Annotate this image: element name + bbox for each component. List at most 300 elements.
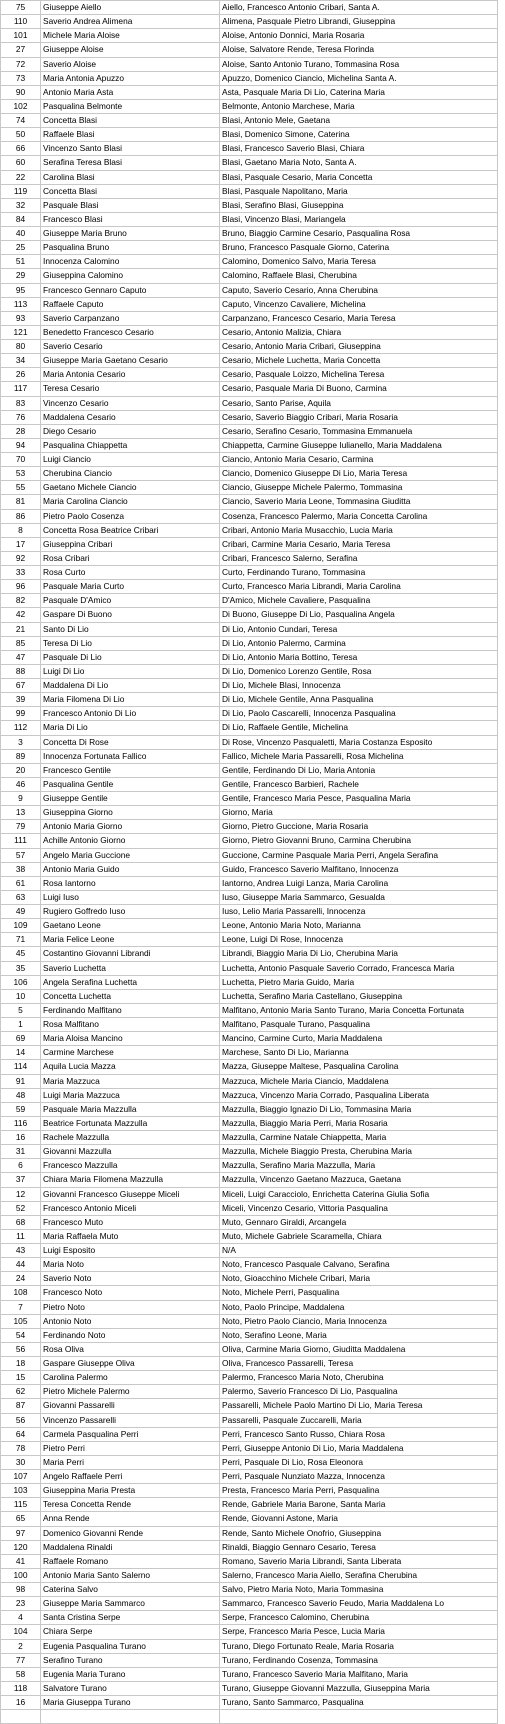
- person-name-cell[interactable]: Vincenzo Santo Blasi: [41, 142, 220, 156]
- record-number-cell[interactable]: 26: [1, 368, 41, 382]
- parents-cell[interactable]: Ciancio, Domenico Giuseppe Di Lio, Maria Teresa: [220, 467, 498, 481]
- person-name-cell[interactable]: Maria Filomena Di Lio: [41, 693, 220, 707]
- parents-cell[interactable]: Di Lio, Antonio Maria Bottino, Teresa: [220, 650, 498, 664]
- person-name-cell[interactable]: Francesco Blasi: [41, 212, 220, 226]
- parents-cell[interactable]: Bruno, Francesco Pasquale Giorno, Caterina: [220, 241, 498, 255]
- record-number-cell[interactable]: 25: [1, 241, 41, 255]
- person-name-cell[interactable]: Maria Aloisa Mancino: [41, 1032, 220, 1046]
- record-number-cell[interactable]: 20: [1, 763, 41, 777]
- parents-cell[interactable]: Mazzulla, Michele Biaggio Presta, Cherubina Maria: [220, 1145, 498, 1159]
- person-name-cell[interactable]: Giovanni Francesco Giuseppe Miceli: [41, 1187, 220, 1201]
- person-name-cell[interactable]: Santa Cristina Serpe: [41, 1611, 220, 1625]
- person-name-cell[interactable]: Pietro Noto: [41, 1300, 220, 1314]
- record-number-cell[interactable]: 89: [1, 749, 41, 763]
- record-number-cell[interactable]: 37: [1, 1173, 41, 1187]
- person-name-cell[interactable]: [41, 1710, 220, 1724]
- parents-cell[interactable]: Blasi, Domenico Simone, Caterina: [220, 128, 498, 142]
- person-name-cell[interactable]: Gaetano Leone: [41, 919, 220, 933]
- parents-cell[interactable]: Cesario, Saverio Biaggio Cribari, Maria Rosaria: [220, 410, 498, 424]
- record-number-cell[interactable]: 22: [1, 170, 41, 184]
- parents-cell[interactable]: Cesario, Pasquale Loizzo, Michelina Teresa: [220, 368, 498, 382]
- parents-cell[interactable]: Sammarco, Francesco Saverio Feudo, Maria Maddalena Lo: [220, 1597, 498, 1611]
- parents-cell[interactable]: Calomino, Raffaele Blasi, Cherubina: [220, 269, 498, 283]
- record-number-cell[interactable]: 95: [1, 283, 41, 297]
- record-number-cell[interactable]: 48: [1, 1088, 41, 1102]
- parents-cell[interactable]: Asta, Pasquale Maria Di Lio, Caterina Maria: [220, 85, 498, 99]
- person-name-cell[interactable]: Rosa Oliva: [41, 1342, 220, 1356]
- person-name-cell[interactable]: Francesco Mazzulla: [41, 1159, 220, 1173]
- parents-cell[interactable]: Leone, Luigi Di Rose, Innocenza: [220, 933, 498, 947]
- person-name-cell[interactable]: Saverio Carpanzano: [41, 311, 220, 325]
- record-number-cell[interactable]: 10: [1, 989, 41, 1003]
- record-number-cell[interactable]: 111: [1, 834, 41, 848]
- record-number-cell[interactable]: 71: [1, 933, 41, 947]
- parents-cell[interactable]: Presta, Francesco Maria Perri, Pasqualina: [220, 1484, 498, 1498]
- record-number-cell[interactable]: 75: [1, 1, 41, 15]
- record-number-cell[interactable]: 40: [1, 227, 41, 241]
- parents-cell[interactable]: Ciancio, Antonio Maria Cesario, Carmina: [220, 453, 498, 467]
- parents-cell[interactable]: Rinaldi, Biaggio Gennaro Cesario, Teresa: [220, 1540, 498, 1554]
- record-number-cell[interactable]: 13: [1, 806, 41, 820]
- record-number-cell[interactable]: 91: [1, 1074, 41, 1088]
- person-name-cell[interactable]: Pietro Perri: [41, 1441, 220, 1455]
- record-number-cell[interactable]: 16: [1, 1131, 41, 1145]
- record-number-cell[interactable]: 53: [1, 467, 41, 481]
- record-number-cell[interactable]: 38: [1, 862, 41, 876]
- parents-cell[interactable]: Fallico, Michele Maria Passarelli, Rosa Michelina: [220, 749, 498, 763]
- record-number-cell[interactable]: 58: [1, 1667, 41, 1681]
- person-name-cell[interactable]: Luigi Ciancio: [41, 453, 220, 467]
- person-name-cell[interactable]: Concetta Blasi: [41, 184, 220, 198]
- person-name-cell[interactable]: Rachele Mazzulla: [41, 1131, 220, 1145]
- parents-cell[interactable]: Calomino, Domenico Salvo, Maria Teresa: [220, 255, 498, 269]
- record-number-cell[interactable]: 70: [1, 453, 41, 467]
- record-number-cell[interactable]: 121: [1, 325, 41, 339]
- record-number-cell[interactable]: 110: [1, 15, 41, 29]
- record-number-cell[interactable]: 81: [1, 495, 41, 509]
- person-name-cell[interactable]: Salvatore Turano: [41, 1681, 220, 1695]
- parents-cell[interactable]: Turano, Diego Fortunato Reale, Maria Rosaria: [220, 1639, 498, 1653]
- person-name-cell[interactable]: Giovanni Mazzulla: [41, 1145, 220, 1159]
- parents-cell[interactable]: Luchetta, Serafino Maria Castellano, Giuseppina: [220, 989, 498, 1003]
- record-number-cell[interactable]: 100: [1, 1568, 41, 1582]
- record-number-cell[interactable]: 7: [1, 1300, 41, 1314]
- parents-cell[interactable]: Mazzulla, Biaggio Maria Perri, Maria Rosaria: [220, 1116, 498, 1130]
- parents-cell[interactable]: Blasi, Pasquale Cesario, Maria Concetta: [220, 170, 498, 184]
- person-name-cell[interactable]: Raffaele Romano: [41, 1554, 220, 1568]
- parents-cell[interactable]: Di Lio, Raffaele Gentile, Michelina: [220, 721, 498, 735]
- person-name-cell[interactable]: Francesco Antonio Di Lio: [41, 707, 220, 721]
- record-number-cell[interactable]: 101: [1, 29, 41, 43]
- person-name-cell[interactable]: Antonio Maria Santo Salerno: [41, 1568, 220, 1582]
- record-number-cell[interactable]: 31: [1, 1145, 41, 1159]
- record-number-cell[interactable]: 113: [1, 297, 41, 311]
- person-name-cell[interactable]: Innocenza Calomino: [41, 255, 220, 269]
- person-name-cell[interactable]: Aquila Lucia Mazza: [41, 1060, 220, 1074]
- parents-cell[interactable]: Curto, Francesco Maria Librandi, Maria Carolina: [220, 580, 498, 594]
- person-name-cell[interactable]: Luigi Di Lio: [41, 664, 220, 678]
- parents-cell[interactable]: Noto, Paolo Principe, Maddalena: [220, 1300, 498, 1314]
- person-name-cell[interactable]: Teresa Di Lio: [41, 636, 220, 650]
- person-name-cell[interactable]: Rosa Curto: [41, 566, 220, 580]
- person-name-cell[interactable]: Costantino Giovanni Librandi: [41, 947, 220, 961]
- person-name-cell[interactable]: Francesco Gentile: [41, 763, 220, 777]
- parents-cell[interactable]: Guido, Francesco Saverio Malfitano, Innocenza: [220, 862, 498, 876]
- person-name-cell[interactable]: Giuseppe Aloise: [41, 43, 220, 57]
- record-number-cell[interactable]: 64: [1, 1427, 41, 1441]
- parents-cell[interactable]: Blasi, Serafino Blasi, Giuseppina: [220, 198, 498, 212]
- record-number-cell[interactable]: 45: [1, 947, 41, 961]
- person-name-cell[interactable]: Maria Antonia Apuzzo: [41, 71, 220, 85]
- person-name-cell[interactable]: Maria Perri: [41, 1455, 220, 1469]
- parents-cell[interactable]: Aloise, Antonio Donnici, Maria Rosaria: [220, 29, 498, 43]
- person-name-cell[interactable]: Maddalena Di Lio: [41, 679, 220, 693]
- parents-cell[interactable]: Cribari, Carmine Maria Cesario, Maria Teresa: [220, 537, 498, 551]
- record-number-cell[interactable]: 66: [1, 142, 41, 156]
- record-number-cell[interactable]: 54: [1, 1328, 41, 1342]
- person-name-cell[interactable]: Angela Serafina Luchetta: [41, 975, 220, 989]
- parents-cell[interactable]: Cesario, Santo Parise, Aquila: [220, 396, 498, 410]
- parents-cell[interactable]: Mazzulla, Vincenzo Gaetano Mazzuca, Gaetana: [220, 1173, 498, 1187]
- record-number-cell[interactable]: 78: [1, 1441, 41, 1455]
- record-number-cell[interactable]: 44: [1, 1258, 41, 1272]
- person-name-cell[interactable]: Gaspare Giuseppe Oliva: [41, 1357, 220, 1371]
- record-number-cell[interactable]: 62: [1, 1385, 41, 1399]
- parents-cell[interactable]: Turano, Giuseppe Giovanni Mazzulla, Giuseppina Maria: [220, 1681, 498, 1695]
- record-number-cell[interactable]: 23: [1, 1597, 41, 1611]
- person-name-cell[interactable]: Maria Noto: [41, 1258, 220, 1272]
- parents-cell[interactable]: Serpe, Francesco Maria Pesce, Lucia Maria: [220, 1625, 498, 1639]
- person-name-cell[interactable]: Carolina Palermo: [41, 1371, 220, 1385]
- record-number-cell[interactable]: 88: [1, 664, 41, 678]
- parents-cell[interactable]: Romano, Saverio Maria Librandi, Santa Liberata: [220, 1554, 498, 1568]
- record-number-cell[interactable]: 94: [1, 438, 41, 452]
- record-number-cell[interactable]: 120: [1, 1540, 41, 1554]
- record-number-cell[interactable]: 114: [1, 1060, 41, 1074]
- person-name-cell[interactable]: Luigi Maria Mazzuca: [41, 1088, 220, 1102]
- parents-cell[interactable]: Mazzuca, Vincenzo Maria Corrado, Pasqualina Liberata: [220, 1088, 498, 1102]
- person-name-cell[interactable]: Anna Rende: [41, 1512, 220, 1526]
- record-number-cell[interactable]: 59: [1, 1102, 41, 1116]
- person-name-cell[interactable]: Maria Carolina Ciancio: [41, 495, 220, 509]
- record-number-cell[interactable]: 11: [1, 1229, 41, 1243]
- person-name-cell[interactable]: Beatrice Fortunata Mazzulla: [41, 1116, 220, 1130]
- record-number-cell[interactable]: 49: [1, 905, 41, 919]
- parents-cell[interactable]: Mazzuca, Michele Maria Ciancio, Maddalena: [220, 1074, 498, 1088]
- parents-cell[interactable]: Cribari, Antonio Maria Musacchio, Lucia Maria: [220, 523, 498, 537]
- record-number-cell[interactable]: 96: [1, 580, 41, 594]
- parents-cell[interactable]: Guccione, Carmine Pasquale Maria Perri, Angela Serafina: [220, 848, 498, 862]
- person-name-cell[interactable]: Pasqualina Belmonte: [41, 99, 220, 113]
- person-name-cell[interactable]: Pasqualina Bruno: [41, 241, 220, 255]
- record-number-cell[interactable]: 30: [1, 1455, 41, 1469]
- person-name-cell[interactable]: Rugiero Goffredo Iuso: [41, 905, 220, 919]
- parents-cell[interactable]: Perri, Pasquale Di Lio, Rosa Eleonora: [220, 1455, 498, 1469]
- record-number-cell[interactable]: 112: [1, 721, 41, 735]
- person-name-cell[interactable]: Giovanni Passarelli: [41, 1399, 220, 1413]
- record-number-cell[interactable]: 65: [1, 1512, 41, 1526]
- parents-cell[interactable]: Di Rose, Vincenzo Pasqualetti, Maria Costanza Esposito: [220, 735, 498, 749]
- record-number-cell[interactable]: 108: [1, 1286, 41, 1300]
- person-name-cell[interactable]: Luigi Iuso: [41, 890, 220, 904]
- person-name-cell[interactable]: Giuseppe Aiello: [41, 1, 220, 15]
- parents-cell[interactable]: Noto, Serafino Leone, Maria: [220, 1328, 498, 1342]
- parents-cell[interactable]: Oliva, Carmine Maria Giorno, Giuditta Maddalena: [220, 1342, 498, 1356]
- parents-cell[interactable]: Cesario, Michele Luchetta, Maria Concetta: [220, 354, 498, 368]
- parents-cell[interactable]: Gentile, Francesco Maria Pesce, Pasqualina Maria: [220, 792, 498, 806]
- parents-cell[interactable]: Noto, Pietro Paolo Ciancio, Maria Innocenza: [220, 1314, 498, 1328]
- parents-cell[interactable]: Miceli, Luigi Caracciolo, Enrichetta Caterina Giulia Sofia: [220, 1187, 498, 1201]
- person-name-cell[interactable]: Concetta Rosa Beatrice Cribari: [41, 523, 220, 537]
- record-number-cell[interactable]: 33: [1, 566, 41, 580]
- record-number-cell[interactable]: 8: [1, 523, 41, 537]
- parents-cell[interactable]: Alimena, Pasquale Pietro Librandi, Giuseppina: [220, 15, 498, 29]
- record-number-cell[interactable]: 107: [1, 1470, 41, 1484]
- parents-cell[interactable]: Muto, Michele Gabriele Scaramella, Chiara: [220, 1229, 498, 1243]
- person-name-cell[interactable]: Diego Cesario: [41, 424, 220, 438]
- parents-cell[interactable]: Perri, Francesco Santo Russo, Chiara Rosa: [220, 1427, 498, 1441]
- parents-cell[interactable]: Perri, Pasquale Nunziato Mazza, Innocenza: [220, 1470, 498, 1484]
- record-number-cell[interactable]: 61: [1, 876, 41, 890]
- person-name-cell[interactable]: Pasquale Maria Mazzulla: [41, 1102, 220, 1116]
- parents-cell[interactable]: Noto, Michele Perri, Pasqualina: [220, 1286, 498, 1300]
- parents-cell[interactable]: Di Lio, Antonio Cundari, Teresa: [220, 622, 498, 636]
- parents-cell[interactable]: Blasi, Francesco Saverio Blasi, Chiara: [220, 142, 498, 156]
- person-name-cell[interactable]: Michele Maria Aloise: [41, 29, 220, 43]
- parents-cell[interactable]: Turano, Santo Sammarco, Pasqualina: [220, 1696, 498, 1710]
- parents-cell[interactable]: Apuzzo, Domenico Ciancio, Michelina Santa A.: [220, 71, 498, 85]
- person-name-cell[interactable]: Francesco Muto: [41, 1215, 220, 1229]
- record-number-cell[interactable]: 76: [1, 410, 41, 424]
- person-name-cell[interactable]: Pasquale Di Lio: [41, 650, 220, 664]
- record-number-cell[interactable]: 69: [1, 1032, 41, 1046]
- parents-cell[interactable]: Blasi, Antonio Mele, Gaetana: [220, 114, 498, 128]
- parents-cell[interactable]: Oliva, Francesco Passarelli, Teresa: [220, 1357, 498, 1371]
- person-name-cell[interactable]: Gaspare Di Buono: [41, 608, 220, 622]
- person-name-cell[interactable]: Concetta Luchetta: [41, 989, 220, 1003]
- person-name-cell[interactable]: Carmela Pasqualina Perri: [41, 1427, 220, 1441]
- parents-cell[interactable]: Di Lio, Paolo Cascarelli, Innocenza Pasqualina: [220, 707, 498, 721]
- person-name-cell[interactable]: Serafino Turano: [41, 1653, 220, 1667]
- parents-cell[interactable]: Miceli, Vincenzo Cesario, Vittoria Pasqualina: [220, 1201, 498, 1215]
- record-number-cell[interactable]: 5: [1, 1003, 41, 1017]
- record-number-cell[interactable]: 34: [1, 354, 41, 368]
- parents-cell[interactable]: Palermo, Francesco Maria Noto, Cherubina: [220, 1371, 498, 1385]
- record-number-cell[interactable]: 98: [1, 1583, 41, 1597]
- record-number-cell[interactable]: 68: [1, 1215, 41, 1229]
- person-name-cell[interactable]: Teresa Concetta Rende: [41, 1498, 220, 1512]
- parents-cell[interactable]: Mancino, Carmine Curto, Maria Maddalena: [220, 1032, 498, 1046]
- parents-cell[interactable]: Blasi, Pasquale Napolitano, Maria: [220, 184, 498, 198]
- parents-cell[interactable]: Noto, Gioacchino Michele Cribari, Maria: [220, 1272, 498, 1286]
- person-name-cell[interactable]: Antonio Maria Giorno: [41, 820, 220, 834]
- parents-cell[interactable]: Giorno, Pietro Giovanni Bruno, Carmina Cherubina: [220, 834, 498, 848]
- record-number-cell[interactable]: 55: [1, 481, 41, 495]
- person-name-cell[interactable]: Pietro Michele Palermo: [41, 1385, 220, 1399]
- person-name-cell[interactable]: Raffaele Blasi: [41, 128, 220, 142]
- record-number-cell[interactable]: 24: [1, 1272, 41, 1286]
- parents-cell[interactable]: Salerno, Francesco Maria Aiello, Serafina Cherubina: [220, 1568, 498, 1582]
- record-number-cell[interactable]: 1: [1, 1018, 41, 1032]
- person-name-cell[interactable]: Francesco Antonio Miceli: [41, 1201, 220, 1215]
- person-name-cell[interactable]: Maddalena Rinaldi: [41, 1540, 220, 1554]
- person-name-cell[interactable]: Saverio Luchetta: [41, 961, 220, 975]
- record-number-cell[interactable]: 3: [1, 735, 41, 749]
- record-number-cell[interactable]: 118: [1, 1681, 41, 1695]
- record-number-cell[interactable]: 4: [1, 1611, 41, 1625]
- parents-cell[interactable]: [220, 1710, 498, 1724]
- record-number-cell[interactable]: 99: [1, 707, 41, 721]
- record-number-cell[interactable]: 43: [1, 1244, 41, 1258]
- person-name-cell[interactable]: Maria Giuseppa Turano: [41, 1696, 220, 1710]
- parents-cell[interactable]: Serpe, Francesco Calomino, Cherubina: [220, 1611, 498, 1625]
- person-name-cell[interactable]: Pasquale Maria Curto: [41, 580, 220, 594]
- record-number-cell[interactable]: 97: [1, 1526, 41, 1540]
- parents-cell[interactable]: Cesario, Serafino Cesario, Tommasina Emmanuela: [220, 424, 498, 438]
- person-name-cell[interactable]: Carmine Marchese: [41, 1046, 220, 1060]
- parents-cell[interactable]: Marchese, Santo Di Lio, Marianna: [220, 1046, 498, 1060]
- parents-cell[interactable]: Mazzulla, Biaggio Ignazio Di Lio, Tommasina Maria: [220, 1102, 498, 1116]
- parents-cell[interactable]: Noto, Francesco Pasquale Calvano, Serafina: [220, 1258, 498, 1272]
- parents-cell[interactable]: Aiello, Francesco Antonio Cribari, Santa A.: [220, 1, 498, 15]
- record-number-cell[interactable]: 42: [1, 608, 41, 622]
- record-number-cell[interactable]: 90: [1, 85, 41, 99]
- person-name-cell[interactable]: Achille Antonio Giorno: [41, 834, 220, 848]
- record-number-cell[interactable]: 15: [1, 1371, 41, 1385]
- record-number-cell[interactable]: 21: [1, 622, 41, 636]
- person-name-cell[interactable]: Giuseppina Giorno: [41, 806, 220, 820]
- record-number-cell[interactable]: 56: [1, 1413, 41, 1427]
- parents-cell[interactable]: Mazzulla, Serafino Maria Mazzulla, Maria: [220, 1159, 498, 1173]
- person-name-cell[interactable]: Angelo Raffaele Perri: [41, 1470, 220, 1484]
- person-name-cell[interactable]: Angelo Maria Guccione: [41, 848, 220, 862]
- record-number-cell[interactable]: 105: [1, 1314, 41, 1328]
- person-name-cell[interactable]: Concetta Di Rose: [41, 735, 220, 749]
- parents-cell[interactable]: Blasi, Gaetano Maria Noto, Santa A.: [220, 156, 498, 170]
- person-name-cell[interactable]: Maria Raffaela Muto: [41, 1229, 220, 1243]
- parents-cell[interactable]: Giorno, Pietro Guccione, Maria Rosaria: [220, 820, 498, 834]
- person-name-cell[interactable]: Pasquale D'Amico: [41, 594, 220, 608]
- parents-cell[interactable]: Iantorno, Andrea Luigi Lanza, Maria Carolina: [220, 876, 498, 890]
- record-number-cell[interactable]: 57: [1, 848, 41, 862]
- person-name-cell[interactable]: Gaetano Michele Ciancio: [41, 481, 220, 495]
- parents-cell[interactable]: Cesario, Pasquale Maria Di Buono, Carmina: [220, 382, 498, 396]
- person-name-cell[interactable]: Maria Mazzuca: [41, 1074, 220, 1088]
- person-name-cell[interactable]: Raffaele Caputo: [41, 297, 220, 311]
- person-name-cell[interactable]: Giuseppina Calomino: [41, 269, 220, 283]
- parents-cell[interactable]: Di Lio, Antonio Palermo, Carmina: [220, 636, 498, 650]
- record-number-cell[interactable]: 102: [1, 99, 41, 113]
- parents-cell[interactable]: Librandi, Biaggio Maria Di Lio, Cherubina Maria: [220, 947, 498, 961]
- parents-cell[interactable]: Salvo, Pietro Maria Noto, Maria Tommasina: [220, 1583, 498, 1597]
- person-name-cell[interactable]: Eugenia Pasqualina Turano: [41, 1639, 220, 1653]
- person-name-cell[interactable]: Rosa Malfitano: [41, 1018, 220, 1032]
- record-number-cell[interactable]: 79: [1, 820, 41, 834]
- parents-cell[interactable]: Cribari, Francesco Salerno, Serafina: [220, 551, 498, 565]
- person-name-cell[interactable]: Rosa Iantorno: [41, 876, 220, 890]
- parents-cell[interactable]: Leone, Antonio Maria Noto, Marianna: [220, 919, 498, 933]
- person-name-cell[interactable]: Santo Di Lio: [41, 622, 220, 636]
- parents-cell[interactable]: Chiappetta, Carmine Giuseppe Iulianello, Maria Maddalena: [220, 438, 498, 452]
- parents-cell[interactable]: N/A: [220, 1244, 498, 1258]
- parents-cell[interactable]: Luchetta, Pietro Maria Guido, Maria: [220, 975, 498, 989]
- record-number-cell[interactable]: 9: [1, 792, 41, 806]
- record-number-cell[interactable]: 109: [1, 919, 41, 933]
- parents-cell[interactable]: Malfitano, Antonio Maria Santo Turano, Maria Concetta Fortunata: [220, 1003, 498, 1017]
- record-number-cell[interactable]: 92: [1, 551, 41, 565]
- person-name-cell[interactable]: Benedetto Francesco Cesario: [41, 325, 220, 339]
- person-name-cell[interactable]: Ferdinando Malfitano: [41, 1003, 220, 1017]
- person-name-cell[interactable]: Saverio Cesario: [41, 340, 220, 354]
- person-name-cell[interactable]: Caterina Salvo: [41, 1583, 220, 1597]
- person-name-cell[interactable]: Giuseppe Gentile: [41, 792, 220, 806]
- parents-cell[interactable]: Di Lio, Michele Gentile, Anna Pasqualina: [220, 693, 498, 707]
- person-name-cell[interactable]: Pasqualina Gentile: [41, 777, 220, 791]
- parents-cell[interactable]: Rende, Gabriele Maria Barone, Santa Maria: [220, 1498, 498, 1512]
- parents-cell[interactable]: Cesario, Antonio Malizia, Chiara: [220, 325, 498, 339]
- record-number-cell[interactable]: 104: [1, 1625, 41, 1639]
- parents-cell[interactable]: Carpanzano, Francesco Cesario, Maria Teresa: [220, 311, 498, 325]
- parents-cell[interactable]: Belmonte, Antonio Marchese, Maria: [220, 99, 498, 113]
- person-name-cell[interactable]: Antonio Noto: [41, 1314, 220, 1328]
- parents-cell[interactable]: Di Lio, Domenico Lorenzo Gentile, Rosa: [220, 664, 498, 678]
- person-name-cell[interactable]: Francesco Gennaro Caputo: [41, 283, 220, 297]
- person-name-cell[interactable]: Ferdinando Noto: [41, 1328, 220, 1342]
- record-number-cell[interactable]: 50: [1, 128, 41, 142]
- person-name-cell[interactable]: Concetta Blasi: [41, 114, 220, 128]
- parents-cell[interactable]: Perri, Giuseppe Antonio Di Lio, Maria Maddalena: [220, 1441, 498, 1455]
- parents-cell[interactable]: Malfitano, Pasquale Turano, Pasqualina: [220, 1018, 498, 1032]
- person-name-cell[interactable]: Luigi Esposito: [41, 1244, 220, 1258]
- record-number-cell[interactable]: 51: [1, 255, 41, 269]
- record-number-cell[interactable]: 117: [1, 382, 41, 396]
- parents-cell[interactable]: Bruno, Biaggio Carmine Cesario, Pasqualina Rosa: [220, 227, 498, 241]
- parents-cell[interactable]: Di Buono, Giuseppe Di Lio, Pasqualina Angela: [220, 608, 498, 622]
- parents-cell[interactable]: Ciancio, Saverio Maria Leone, Tommasina Giuditta: [220, 495, 498, 509]
- person-name-cell[interactable]: Antonio Maria Guido: [41, 862, 220, 876]
- person-name-cell[interactable]: Carolina Blasi: [41, 170, 220, 184]
- record-number-cell[interactable]: 83: [1, 396, 41, 410]
- person-name-cell[interactable]: Giuseppe Maria Sammarco: [41, 1597, 220, 1611]
- person-name-cell[interactable]: Francesco Noto: [41, 1286, 220, 1300]
- record-number-cell[interactable]: 39: [1, 693, 41, 707]
- person-name-cell[interactable]: Maria Felice Leone: [41, 933, 220, 947]
- record-number-cell[interactable]: 63: [1, 890, 41, 904]
- person-name-cell[interactable]: Antonio Maria Asta: [41, 85, 220, 99]
- record-number-cell[interactable]: 41: [1, 1554, 41, 1568]
- parents-cell[interactable]: Caputo, Vincenzo Cavaliere, Michelina: [220, 297, 498, 311]
- parents-cell[interactable]: Iuso, Giuseppe Maria Sammarco, Gesualda: [220, 890, 498, 904]
- parents-cell[interactable]: Turano, Ferdinando Cosenza, Tommasina: [220, 1653, 498, 1667]
- parents-cell[interactable]: Aloise, Santo Antonio Turano, Tommasina Rosa: [220, 57, 498, 71]
- record-number-cell[interactable]: 72: [1, 57, 41, 71]
- parents-cell[interactable]: Di Lio, Michele Blasi, Innocenza: [220, 679, 498, 693]
- parents-cell[interactable]: Curto, Ferdinando Turano, Tommasina: [220, 566, 498, 580]
- parents-cell[interactable]: Gentile, Francesco Barbieri, Rachele: [220, 777, 498, 791]
- person-name-cell[interactable]: Vincenzo Passarelli: [41, 1413, 220, 1427]
- person-name-cell[interactable]: Cherubina Ciancio: [41, 467, 220, 481]
- person-name-cell[interactable]: Pasqualina Chiappetta: [41, 438, 220, 452]
- person-name-cell[interactable]: Rosa Cribari: [41, 551, 220, 565]
- person-name-cell[interactable]: Giuseppe Maria Gaetano Cesario: [41, 354, 220, 368]
- person-name-cell[interactable]: Giuseppe Maria Bruno: [41, 227, 220, 241]
- person-name-cell[interactable]: Pasquale Blasi: [41, 198, 220, 212]
- person-name-cell[interactable]: Vincenzo Cesario: [41, 396, 220, 410]
- record-number-cell[interactable]: 12: [1, 1187, 41, 1201]
- record-number-cell[interactable]: 82: [1, 594, 41, 608]
- record-number-cell[interactable]: 52: [1, 1201, 41, 1215]
- person-name-cell[interactable]: Maria Antonia Cesario: [41, 368, 220, 382]
